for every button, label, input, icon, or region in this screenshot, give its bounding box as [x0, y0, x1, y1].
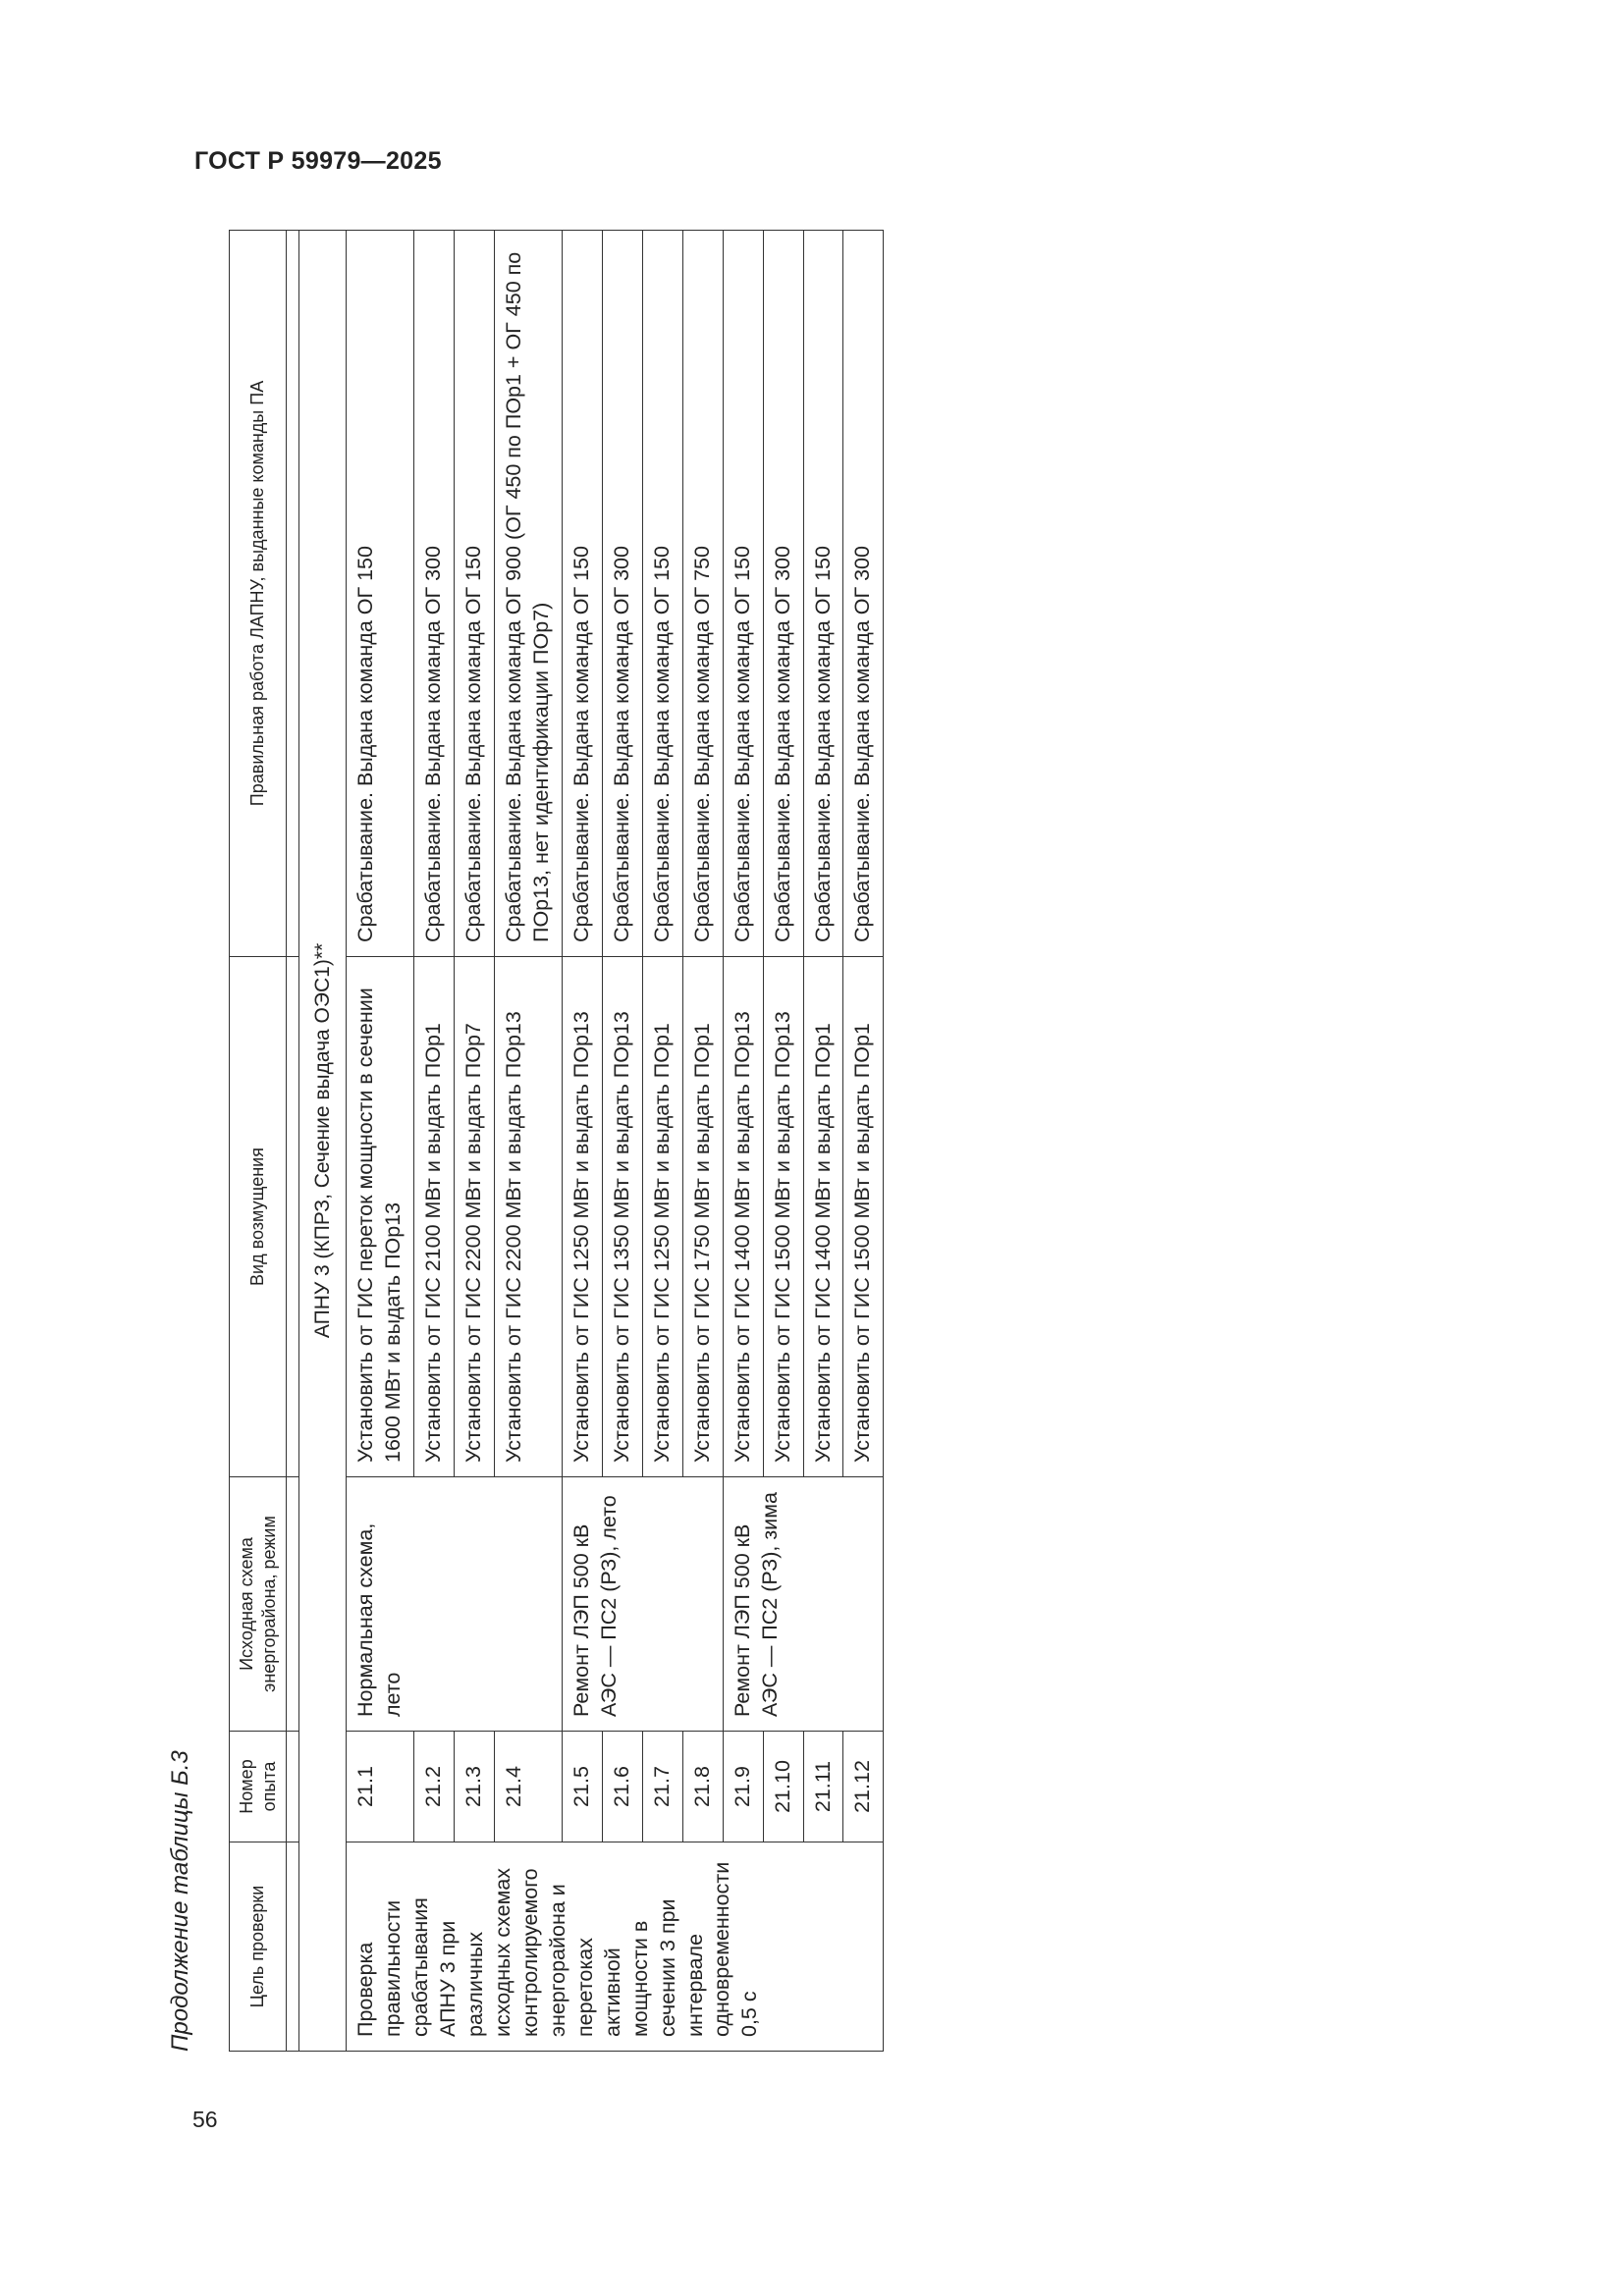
- table-row: [682, 231, 723, 2052]
- row-result: Срабатывание. Выдана команда ОГ 300: [602, 231, 642, 957]
- row-result: Срабатывание. Выдана команда ОГ 150: [642, 231, 682, 957]
- page-number: 56: [192, 2107, 218, 2132]
- table-row: [602, 231, 642, 2052]
- table-row: [495, 231, 563, 2052]
- row-impact: Установить от ГИС 1350 МВт и выдать ПОр13: [602, 957, 642, 1477]
- table-row: [763, 231, 803, 2052]
- row-num: 21.3: [455, 1732, 495, 1842]
- row-impact: Установить от ГИС 1250 МВт и выдать ПОр13: [562, 957, 602, 1477]
- row-result: Срабатывание. Выдана команда ОГ 750: [682, 231, 723, 957]
- scheme-cell: Нормальная схема, лето: [347, 1477, 563, 1732]
- row-impact: Установить от ГИС 2200 МВт и выдать ПОр7: [455, 957, 495, 1477]
- row-impact: Установить от ГИС 1400 МВт и выдать ПОр1: [803, 957, 843, 1477]
- table-caption: Продолжение таблицы Б.3: [167, 1750, 193, 2052]
- row-num: 21.4: [495, 1732, 563, 1842]
- document-code: ГОСТ Р 59979—2025: [194, 147, 442, 175]
- header-scheme: Исходная схема энергорайона, режим: [230, 1477, 287, 1732]
- row-impact: Установить от ГИС 1250 МВт и выдать ПОр1: [642, 957, 682, 1477]
- row-impact: Установить от ГИС 1750 МВт и выдать ПОр1: [682, 957, 723, 1477]
- section-title: АПНУ 3 (КПРЗ, Сечение выдача ОЭС1)**: [299, 231, 347, 2052]
- row-num: 21.8: [682, 1732, 723, 1842]
- table-row: [642, 231, 682, 2052]
- row-result: Срабатывание. Выдана команда ОГ 900 (ОГ 450 по ПОр1 + ОГ 450 по ПОр13, нет идентификации ПОр7): [495, 231, 563, 957]
- row-impact: Установить от ГИС 1500 МВт и выдать ПОр1: [843, 957, 884, 1477]
- row-num: 21.10: [763, 1732, 803, 1842]
- row-num: 21.2: [414, 1732, 455, 1842]
- row-impact: Установить от ГИС переток мощности в сечении 1600 МВт и выдать ПОр13: [347, 957, 414, 1477]
- section-row: [299, 231, 347, 2052]
- header-spacer-row: [287, 231, 299, 2052]
- row-result: Срабатывание. Выдана команда ОГ 300: [414, 231, 455, 957]
- row-result: Срабатывание. Выдана команда ОГ 300: [763, 231, 803, 957]
- row-result: Срабатывание. Выдана команда ОГ 150: [347, 231, 414, 957]
- table-header-row: [230, 231, 287, 2052]
- header-result: Правильная работа ЛАПНУ, выданные команды ПА: [230, 231, 287, 957]
- row-num: 21.6: [602, 1732, 642, 1842]
- row-impact: Установить от ГИС 1500 МВт и выдать ПОр13: [763, 957, 803, 1477]
- goal-cell: Проверка правильности срабатывания АПНУ 3 при различных исходных схемах контролируемого энергорайона и перетоках активной мощности в сечении 3 при интервале одновременности 0,5 с: [347, 1842, 884, 2052]
- table-row: [562, 231, 602, 2052]
- row-impact: Установить от ГИС 2100 МВт и выдать ПОр1: [414, 957, 455, 1477]
- table-row: [414, 231, 455, 2052]
- header-impact: Вид возмущения: [230, 957, 287, 1477]
- row-result: Срабатывание. Выдана команда ОГ 300: [843, 231, 884, 957]
- row-num: 21.5: [562, 1732, 602, 1842]
- row-num: 21.9: [723, 1732, 763, 1842]
- header-num: Номер опыта: [230, 1732, 287, 1842]
- row-result: Срабатывание. Выдана команда ОГ 150: [803, 231, 843, 957]
- row-result: Срабатывание. Выдана команда ОГ 150: [562, 231, 602, 957]
- test-table: [229, 230, 884, 2052]
- scheme-cell: Ремонт ЛЭП 500 кВ АЭС — ПС2 (РЗ), лето: [562, 1477, 723, 1732]
- rotated-page-content: [167, 88, 1296, 2052]
- row-result: Срабатывание. Выдана команда ОГ 150: [723, 231, 763, 957]
- table-row: [803, 231, 843, 2052]
- table-row: [723, 231, 763, 2052]
- row-impact: Установить от ГИС 2200 МВт и выдать ПОр13: [495, 957, 563, 1477]
- row-result: Срабатывание. Выдана команда ОГ 150: [455, 231, 495, 957]
- header-goal: Цель проверки: [230, 1842, 287, 2052]
- row-num: 21.11: [803, 1732, 843, 1842]
- table-row: [843, 231, 884, 2052]
- scheme-cell: Ремонт ЛЭП 500 кВ АЭС — ПС2 (РЗ), зима: [723, 1477, 884, 1732]
- row-num: 21.7: [642, 1732, 682, 1842]
- row-num: 21.12: [843, 1732, 884, 1842]
- row-num: 21.1: [347, 1732, 414, 1842]
- table-row: [347, 231, 414, 2052]
- table-row: [455, 231, 495, 2052]
- row-impact: Установить от ГИС 1400 МВт и выдать ПОр13: [723, 957, 763, 1477]
